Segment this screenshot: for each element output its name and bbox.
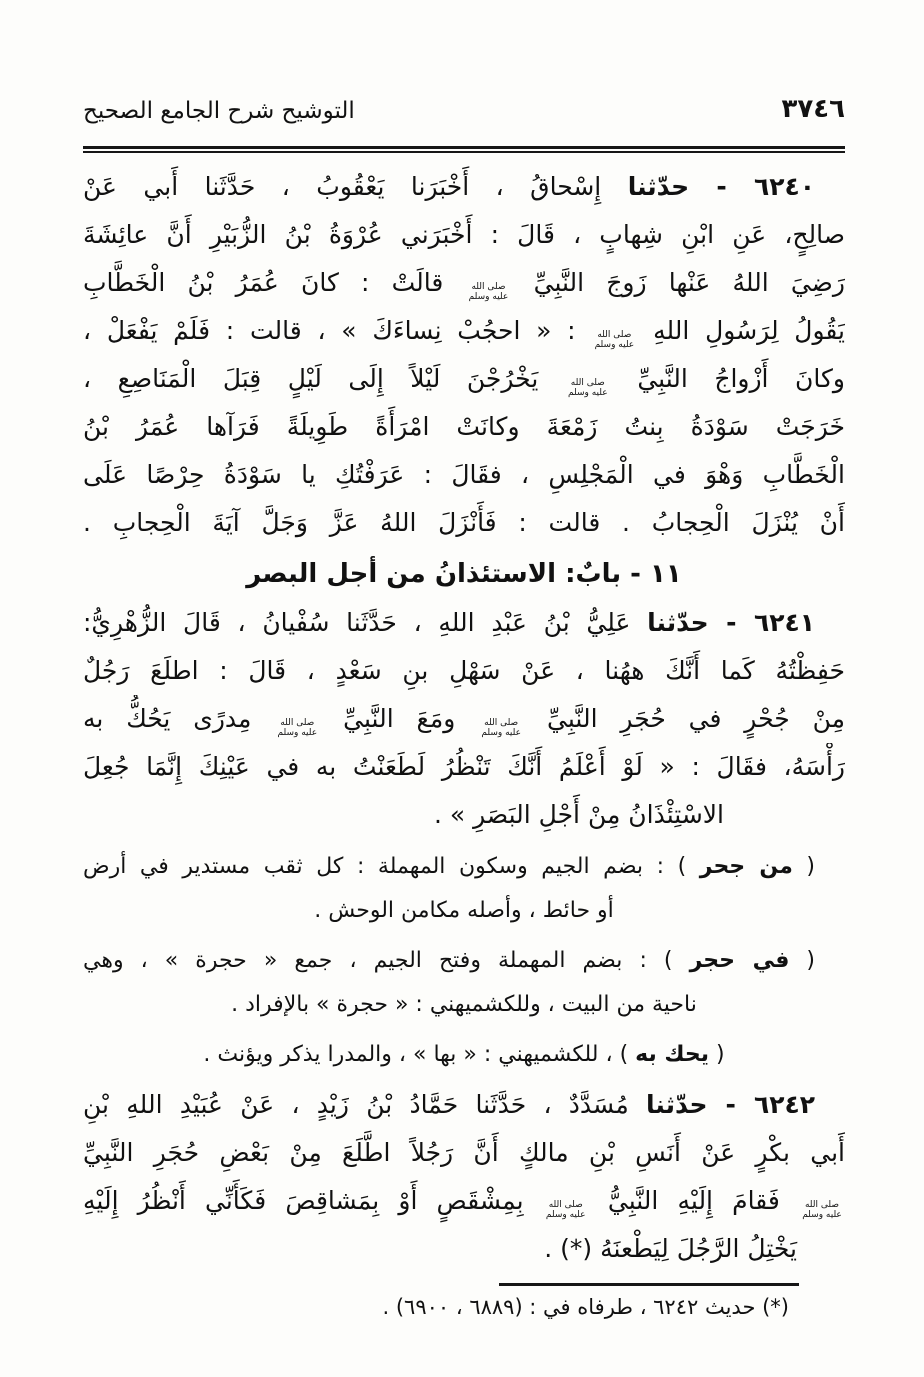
body-text: خَرَجَتْ سَوْدَةُ بِنتُ زَمْعَةَ وكانَتْ امْرَأَةً طَوِيلَةً فَرَآها عُمَرُ بْنُ (83, 412, 845, 441)
comment-min-juhr (83, 845, 845, 933)
body-text: الاسْتِئْذَانُ مِنْ أَجْلِ البَصَرِ » . (434, 800, 724, 829)
hadith-6241 (83, 599, 845, 839)
header-rule (83, 146, 845, 153)
hadith-6240 (83, 163, 845, 547)
emphasized-text: ٦٢٤٠ - حدّثنا (627, 172, 815, 201)
body-text: رَأْسَهُ، فقَالَ : « لَوْ أَعْلَمُ أَنَّكَ تَنْظُرُ لَطَعَنْتُ به في عَيْنِكَ إِنَّمَا جُعِلَ (83, 752, 845, 781)
body-text: ( (792, 854, 816, 879)
body-text: الْخَطَّابِ وَهْوَ في الْمَجْلِسِ ، فقَالَ : عَرَفْتُكِ يا سَوْدَةُ حِرْصًا عَلَى (83, 460, 845, 489)
text-line (83, 1177, 845, 1225)
body-text: مُسَدَّدٌ ، حَدَّثَنا حَمَّادُ بْنُ زَيْدٍ ، عَنْ عُبَيْدِ اللهِ بْنِ (83, 1090, 647, 1119)
body-text: ومَعَ النَّبِيِّ (320, 704, 479, 733)
body-text: ) : بضم الجيم وسكون المهملة : كل ثقب مستدير في أرض (83, 854, 700, 879)
emphasized-text: ٦٢٤٢ - حدّثنا (646, 1090, 815, 1119)
text-line (83, 889, 845, 933)
book-title: التوشيح شرح الجامع الصحيح (83, 98, 355, 124)
body-text: بِمِشْقَصٍ أَوْ بِمَشاقِصَ فَكَأَنِّي أَنْظُرُ إِلَيْهِ (83, 1186, 543, 1215)
text-line (83, 1033, 845, 1077)
body-text: مِدرًى يَحُكُّ به (83, 704, 275, 733)
body-text: عَلِيُّ بْنُ عَبْدِ اللهِ ، حَدَّثَنا سُفْيانُ ، قَالَ الزُّهْرِيُّ: (83, 608, 648, 637)
page-body (83, 163, 845, 1273)
salla-allahu-alayhi-wasallam-mark: صلى الله عليه وسلم (545, 1200, 586, 1220)
footnote-separator (499, 1283, 799, 1286)
text-line (83, 163, 845, 211)
body-text: يَخْرُجْنَ لَيْلاً إِلَى لَيْلٍ قِبَلَ الْمَنَاصِعِ ، (83, 364, 565, 393)
emphasized-text: يحك به (635, 1042, 710, 1067)
text-line (83, 307, 845, 355)
body-text: ) ، للكشميهني : « بها » ، والمدرا يذكر ويؤنث . (203, 1042, 636, 1067)
text-line (83, 1081, 845, 1129)
text-line (83, 1129, 845, 1177)
text-line (83, 499, 845, 547)
text-line (83, 695, 845, 743)
text-line (83, 549, 845, 599)
body-text: أَنْ يُنْزَلَ الْحِجابُ . قالت : فَأَنْزَلَ اللهُ عَزَّ وَجَلَّ آيَةَ الْحِجابِ . (83, 508, 845, 537)
body-text: رَضِيَ اللهُ عَنْها زَوجَ النَّبِيِّ (511, 268, 845, 297)
body-text: ) : بضم المهملة وفتح الجيم ، جمع « حجرة » ، وهي (83, 948, 690, 973)
emphasized-text: ١١ - بابٌ: الاستئذانُ من أجل البصر (246, 559, 682, 589)
salla-allahu-alayhi-wasallam-mark: صلى الله عليه وسلم (277, 718, 318, 738)
text-line (83, 403, 845, 451)
text-line (83, 983, 845, 1027)
text-line (83, 939, 845, 983)
body-text: صالِحٍ، عَنِ ابْنِ شِهابٍ ، قَالَ : أَخْبَرَني عُرْوَةُ بْنُ الزُّبَيْرِ أَنَّ عائِشَةَ (83, 220, 845, 249)
body-text: فَقامَ إِلَيْهِ النَّبِيُّ (588, 1186, 799, 1215)
comment-fi-hujar (83, 939, 845, 1027)
text-line (83, 1225, 845, 1273)
salla-allahu-alayhi-wasallam-mark: صلى الله عليه وسلم (802, 1200, 842, 1220)
body-text: وكانَ أَزْواجُ النَّبِيِّ (610, 364, 845, 393)
hadith-6242 (83, 1081, 845, 1273)
salla-allahu-alayhi-wasallam-mark: صلى الله عليه وسلم (481, 718, 521, 738)
salla-allahu-alayhi-wasallam-mark: صلى الله عليه وسلم (594, 330, 635, 350)
body-text: حَفِظْتُهُ كَما أَنَّكَ ههُنا ، عَنْ سَهْلِ بنِ سَعْدٍ ، قَالَ : اطلَعَ رَجُلٌ (83, 656, 845, 685)
page-header (83, 84, 845, 124)
body-text: ( (789, 948, 816, 973)
body-text: أَبي بكْرٍ عَنْ أَنَسِ بْنِ مالكٍ أَنَّ رَجُلاً اطَّلَعَ مِنْ بَعْضِ حُجَرِ النَّبِيِّ (83, 1138, 845, 1167)
body-text: قالَتْ : كانَ عُمَرُ بْنُ الْخَطَّابِ (83, 268, 466, 297)
text-line (83, 451, 845, 499)
body-text: ( (709, 1042, 725, 1067)
emphasized-text: في حجر (689, 948, 790, 973)
body-text: يَخْتِلُ الرَّجُلَ لِيَطْعنَهُ (*) . (544, 1234, 797, 1263)
text-line (83, 791, 845, 839)
comment-yahukk-bihi (83, 1033, 845, 1077)
footnote-text: (*) حديث ٦٢٤٢ ، طرفاه في : (٦٨٨٩ ، ٦٩٠٠) . (382, 1295, 789, 1319)
body-text: ناحية من البيت ، وللكشميهني : « حجرة » بالإفراد . (231, 992, 697, 1017)
body-text: أو حائط ، وأصله مكامن الوحش . (314, 898, 614, 923)
emphasized-text: من جحر (699, 854, 793, 879)
text-line (83, 647, 845, 695)
salla-allahu-alayhi-wasallam-mark: صلى الله عليه وسلم (468, 282, 509, 302)
bab-11-istidhan (83, 549, 845, 599)
text-line (83, 743, 845, 791)
body-text: إِسْحاقُ ، أَخْبَرَنا يَعْقُوبُ ، حَدَّثَنا أَبي عَنْ (83, 172, 628, 201)
emphasized-text: ٦٢٤١ - حدّثنا (647, 608, 815, 637)
text-line (83, 599, 845, 647)
body-text: : « احجُبْ نِساءَكَ » ، قالت : فَلَمْ يَفْعَلْ ، (83, 316, 592, 345)
body-text: يَقُولُ لِرَسُولِ اللهِ (637, 316, 845, 345)
page-number: ٣٧٤٦ (781, 94, 845, 124)
text-line (83, 259, 845, 307)
body-text: مِنْ جُحْرٍ في حُجَرِ النَّبِيِّ (524, 704, 845, 733)
salla-allahu-alayhi-wasallam-mark: صلى الله عليه وسلم (567, 378, 608, 398)
text-line (83, 355, 845, 403)
text-line (83, 845, 845, 889)
text-line (83, 211, 845, 259)
